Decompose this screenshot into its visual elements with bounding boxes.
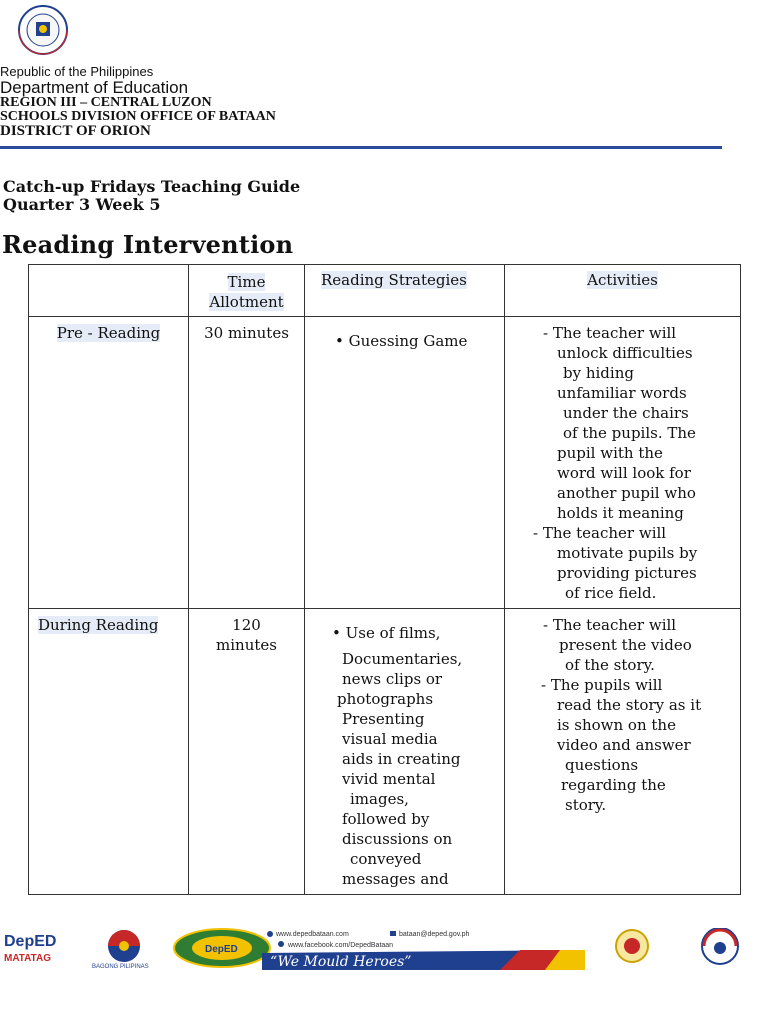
- header-time-label: Time: [227, 273, 266, 291]
- strategies-list: [342, 623, 504, 643]
- list-item: unfamiliar words: [557, 384, 687, 402]
- svg-text:www.depedbataan.com: www.depedbataan.com: [276, 931, 349, 938]
- list-item: under the chairs: [563, 404, 689, 422]
- time-cell: [189, 317, 305, 609]
- phase-label: Pre - Reading: [56, 324, 161, 342]
- list-item: pupil with the: [557, 444, 663, 462]
- list-item: questions: [565, 756, 639, 774]
- list-item: - The teacher will: [533, 524, 667, 542]
- svg-text:DepED: DepED: [205, 944, 238, 955]
- activities-cell: [505, 317, 741, 609]
- header-empty-cell: [29, 265, 189, 317]
- list-item: of rice field.: [565, 584, 657, 602]
- header-strategies-label: Reading Strategies: [321, 271, 467, 289]
- list-item: Presenting: [342, 710, 425, 728]
- division-seal-logo: [174, 929, 270, 967]
- list-item: motivate pupils by: [557, 544, 698, 562]
- list-item: news clips or: [342, 670, 443, 688]
- list-item: by hiding: [563, 364, 634, 382]
- phase-cell: [29, 317, 189, 609]
- list-item: images,: [350, 790, 409, 808]
- guide-quarter: Quarter 3 Week 5: [3, 195, 161, 214]
- table-header-row: [29, 265, 741, 317]
- intervention-table: [28, 264, 741, 895]
- list-item: discussions on: [342, 830, 453, 848]
- svg-text:BAGONG PILIPINAS: BAGONG PILIPINAS: [92, 964, 149, 970]
- list-item: followed by: [342, 810, 430, 828]
- list-item: holds it meaning: [557, 504, 684, 522]
- facebook-icon: [278, 941, 284, 947]
- time-label: 30 minutes: [204, 324, 289, 342]
- header-strategies-cell: [305, 265, 505, 317]
- list-item: • Use of films,: [332, 623, 504, 643]
- phase-label: During Reading: [38, 616, 159, 634]
- mail-icon: [390, 931, 396, 936]
- list-item: regarding the: [561, 776, 666, 794]
- list-item: story.: [565, 796, 607, 814]
- page-heading: Reading Intervention: [2, 230, 294, 259]
- globe-icon: [267, 931, 273, 937]
- svg-text:www.facebook.com/DepedBataan: www.facebook.com/DepedBataan: [288, 942, 394, 949]
- contact-info: [267, 931, 470, 949]
- header-divider: [0, 146, 722, 149]
- list-item: another pupil who: [557, 484, 696, 502]
- header-activities-label: Activities: [587, 271, 658, 289]
- list-item: is shown on the: [557, 716, 676, 734]
- table-row: [29, 317, 741, 609]
- list-item: Documentaries,: [342, 650, 463, 668]
- list-item: conveyed: [350, 850, 422, 868]
- list-item: unlock difficulties: [557, 344, 693, 362]
- sdo-seal-icon: [702, 928, 738, 964]
- time-value: 120: [232, 616, 261, 634]
- header-activities-cell: [505, 265, 741, 317]
- list-item: providing pictures: [557, 564, 697, 582]
- time-cell: [189, 609, 305, 895]
- deped-seal-logo: [3, 4, 83, 56]
- header-time-cell: [189, 265, 305, 317]
- department-line: Department of Education: [0, 78, 189, 97]
- list-item: messages and: [342, 870, 449, 888]
- guide-title: Catch-up Fridays Teaching Guide: [3, 177, 301, 196]
- list-item: visual media: [342, 730, 438, 748]
- bagong-pilipinas-logo: [92, 930, 149, 970]
- strategies-cell: [305, 609, 505, 895]
- strategies-list: [335, 331, 504, 351]
- svg-text:“We Mould Heroes”: “We Mould Heroes”: [270, 954, 412, 970]
- list-item: of the story.: [565, 656, 655, 674]
- table-row: [29, 609, 741, 895]
- division-line: SCHOOLS DIVISION OFFICE OF BATAAN: [0, 109, 276, 124]
- strategies-cell: [305, 317, 505, 609]
- list-item: aids in creating: [342, 750, 461, 768]
- list-item: photographs: [337, 690, 434, 708]
- list-item: - The pupils will: [541, 676, 663, 694]
- deped-matatag-logo: [4, 933, 56, 964]
- svg-text:bataan@deped.gov.ph: bataan@deped.gov.ph: [399, 931, 470, 938]
- region-line: REGION III – CENTRAL LUZON: [0, 95, 212, 110]
- header-allotment-label: Allotment: [209, 293, 284, 311]
- list-item: - The teacher will: [543, 616, 677, 634]
- footer-banner: [0, 928, 768, 970]
- svg-text:MATATAG: MATATAG: [4, 953, 52, 964]
- list-item: read the story as it: [557, 696, 702, 714]
- svg-text:DepED: DepED: [4, 933, 57, 950]
- republic-line: Republic of the Philippines: [0, 64, 154, 79]
- phase-cell: [29, 609, 189, 895]
- list-item: present the video: [559, 636, 692, 654]
- time-unit: minutes: [216, 636, 277, 654]
- list-item: vivid mental: [342, 770, 436, 788]
- list-item: of the pupils. The: [563, 424, 696, 442]
- activities-cell: [505, 609, 741, 895]
- district-line: DISTRICT OF ORION: [0, 123, 151, 139]
- list-item: • Guessing Game: [335, 331, 504, 351]
- award-seal-icon: [616, 930, 648, 962]
- list-item: word will look for: [557, 464, 691, 482]
- motto-banner: [262, 950, 585, 970]
- list-item: video and answer: [557, 736, 691, 754]
- list-item: - The teacher will: [543, 324, 677, 342]
